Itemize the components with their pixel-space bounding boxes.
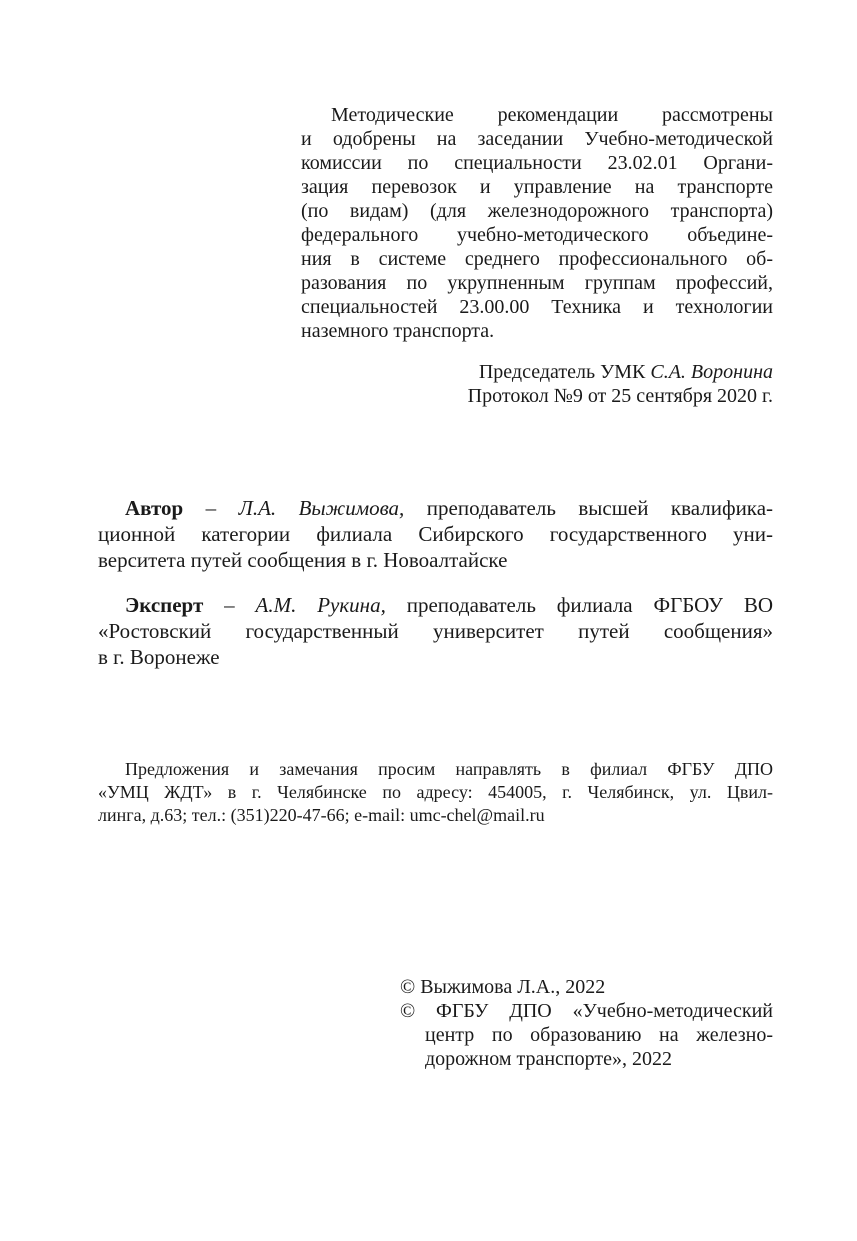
copyright-line: центр по образованию на железно- [425,1024,773,1046]
approval-line: Методические рекомендации рассмотрены [331,104,773,126]
author-name: Л.А. Выжимова, [238,496,405,520]
approval-line: наземного транспорта. [301,320,495,342]
copyright-line: © Выжимова Л.А., 2022 [400,976,606,998]
approval-line: федерального учебно-методического объедине- [301,224,773,246]
copyright-line: дорожном транспорте», 2022 [425,1048,672,1070]
protocol-line: Протокол №9 от 25 сентября 2020 г. [467,385,773,407]
approval-line: и одобрены на заседании Учебно-методической [301,128,773,150]
author-line: Автор – Л.А. Выжимова, преподаватель высшей квалифика- [125,496,774,520]
approval-line: специальностей 23.00.00 Техника и технологии [301,296,773,318]
approval-line: зация перевозок и управление на транспорте [301,176,773,198]
expert-role: Эксперт [125,593,204,617]
author-role: Автор [125,496,184,520]
approval-line: (по видам) (для железнодорожного транспорта) [301,200,773,222]
suggestions-line: линга, д.63; тел.: (351)220-47-66; e-mail: umc-chel@mail.ru [98,805,545,825]
copyright-line: © ФГБУ ДПО «Учебно-методический [400,1000,773,1022]
chair-label: Председатель УМК [478,361,646,383]
expert-line: в г. Воронеже [98,645,220,669]
suggestions-line: «УМЦ ЖДТ» в г. Челябинске по адресу: 454005, г. Челябинск, ул. Цвил- [98,782,773,802]
author-line: верситета путей сообщения в г. Новоалтайске [98,548,508,572]
expert-name: А.М. Рукина, [255,593,386,617]
approval-line: ния в системе среднего профессионального об- [301,248,773,270]
chair-name: С.А. Воронина [650,361,773,383]
expert-line: «Ростовский государственный университет путей сообщения» [98,619,773,643]
approval-line: разования по укрупненным группам профессий, [301,272,773,294]
suggestions-line: Предложения и замечания просим направлять в филиал ФГБУ ДПО [125,759,773,779]
expert-line: Эксперт – А.М. Рукина, преподаватель филиала ФГБОУ ВО [125,593,774,617]
author-line: ционной категории филиала Сибирского государственного уни- [98,522,773,546]
chair-line [301,360,773,384]
approval-line: комиссии по специальности 23.02.01 Органи- [301,152,773,174]
